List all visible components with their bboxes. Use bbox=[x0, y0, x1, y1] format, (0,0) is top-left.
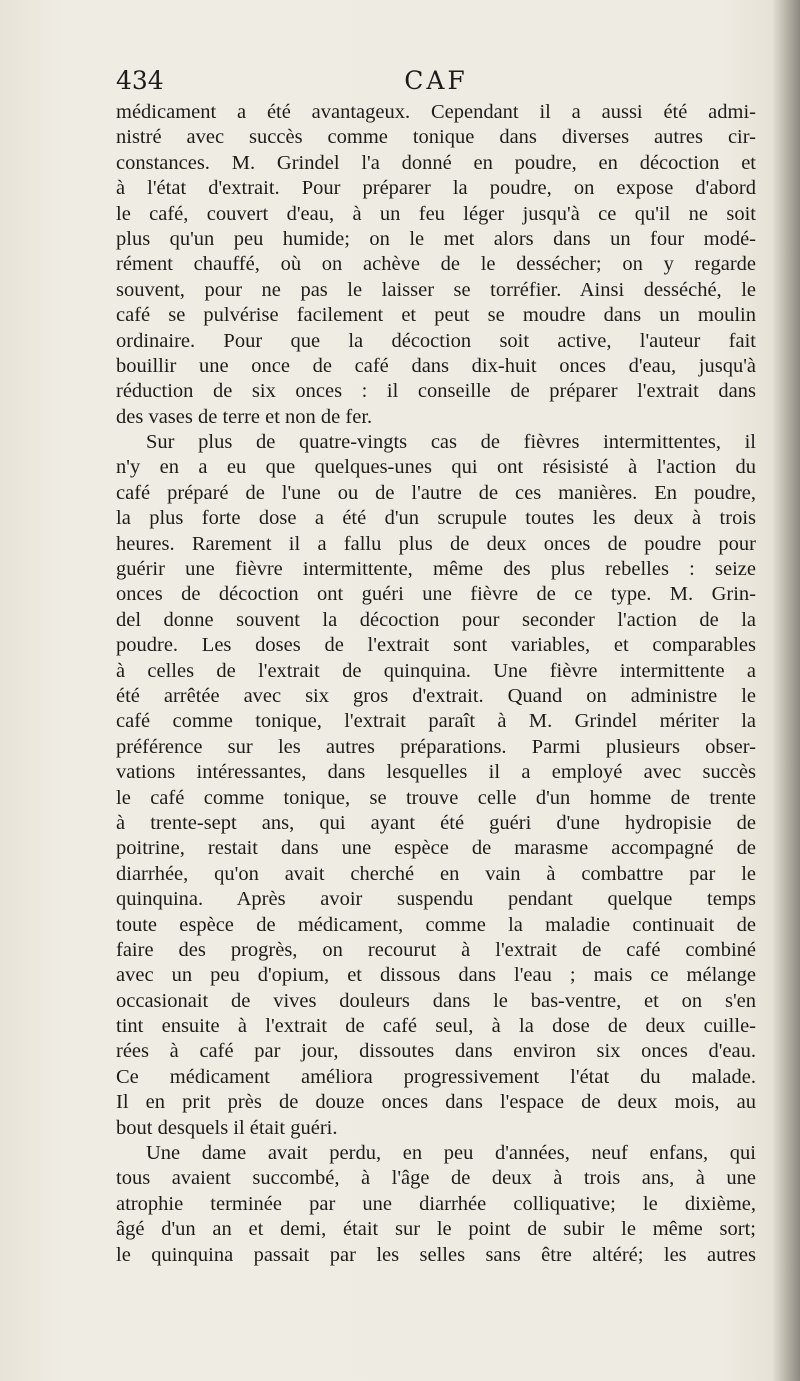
text-line: quinquina. Après avoir suspendu pendant quelque temps bbox=[116, 888, 756, 911]
body-text bbox=[116, 100, 756, 1268]
page-header bbox=[116, 66, 756, 96]
text-line: occasionait de vives douleurs dans le bas-ventre, et on s'en bbox=[116, 989, 756, 1012]
text-line: del donne souvent la décoction pour seconder l'action de la bbox=[116, 608, 756, 631]
text-line: à trente-sept ans, qui ayant été guéri d'une hydropisie de bbox=[116, 811, 756, 834]
text-line: Ce médicament améliora progressivement l'état du malade. bbox=[116, 1065, 756, 1088]
text-line: la plus forte dose a été d'un scrupule toutes les deux à trois bbox=[116, 507, 756, 530]
text-line: nistré avec succès comme tonique dans diverses autres cir- bbox=[116, 126, 756, 149]
text-line: à celles de l'extrait de quinquina. Une fièvre intermittente a bbox=[116, 659, 756, 682]
text-line: café se pulvérise facilement et peut se moudre dans un moulin bbox=[116, 304, 756, 327]
text-line: tint ensuite à l'extrait de café seul, à la dose de deux cuille- bbox=[116, 1015, 756, 1038]
text-line: des vases de terre et non de fer. bbox=[116, 405, 373, 428]
page-number: 434 bbox=[116, 66, 164, 95]
text-line: rées à café par jour, dissoutes dans environ six onces d'eau. bbox=[116, 1040, 756, 1063]
text-line: café préparé de l'une ou de l'autre de ces manières. En poudre, bbox=[116, 481, 756, 504]
text-line: été arrêtée avec six gros d'extrait. Quand on administre le bbox=[116, 684, 756, 707]
text-line: toute espèce de médicament, comme la maladie continuait de bbox=[116, 913, 756, 936]
text-line: tous avaient succombé, à l'âge de deux à trois ans, à une bbox=[116, 1167, 756, 1190]
text-line: faire des progrès, on recourut à l'extrait de café combiné bbox=[116, 938, 756, 961]
text-line: Sur plus de quatre-vingts cas de fièvres intermittentes, il bbox=[146, 431, 756, 454]
text-line: souvent, pour ne pas le laisser se torréfier. Ainsi desséché, le bbox=[116, 278, 756, 301]
text-line: constances. M. Grindel l'a donné en poudre, en décoction et bbox=[116, 151, 756, 174]
text-line: n'y en a eu que quelques-unes qui ont résisisté à l'action du bbox=[116, 456, 756, 479]
text-line: heures. Rarement il a fallu plus de deux onces de poudre pour bbox=[116, 532, 756, 555]
text-line: bouillir une once de café dans dix-huit onces d'eau, jusqu'à bbox=[116, 354, 756, 377]
text-line: poitrine, restait dans une espèce de marasme accompagné de bbox=[116, 837, 756, 860]
text-line: vations intéressantes, dans lesquelles il a employé avec succès bbox=[116, 761, 756, 784]
text-line: avec un peu d'opium, et dissous dans l'eau ; mais ce mélange bbox=[116, 964, 756, 987]
text-line: plus qu'un peu humide; on le met alors dans un four modé- bbox=[116, 227, 756, 250]
text-line: âgé d'un an et demi, était sur le point de subir le même sort; bbox=[116, 1218, 756, 1241]
text-line: le café comme tonique, se trouve celle d'un homme de trente bbox=[116, 786, 756, 809]
text-line: réduction de six onces : il conseille de préparer l'extrait dans bbox=[116, 380, 756, 403]
text-line: atrophie terminée par une diarrhée colliquative; le dixième, bbox=[116, 1192, 756, 1215]
text-line: poudre. Les doses de l'extrait sont variables, et comparables bbox=[116, 634, 756, 657]
text-line: le café, couvert d'eau, à un feu léger jusqu'à ce qu'il ne soit bbox=[116, 202, 756, 225]
text-line: le quinquina passait par les selles sans être altéré; les autres bbox=[116, 1243, 756, 1266]
text-line: médicament a été avantageux. Cependant il a aussi été admi- bbox=[116, 101, 756, 123]
text-line: guérir une fièvre intermittente, même des plus rebelles : seize bbox=[116, 558, 756, 581]
text-line: onces de décoction ont guéri une fièvre de ce type. M. Grin- bbox=[116, 583, 756, 606]
text-line: rément chauffé, où on achève de le dessécher; on y regarde bbox=[116, 253, 756, 276]
text-line: Une dame avait perdu, en peu d'années, neuf enfans, qui bbox=[146, 1142, 756, 1165]
text-line: préférence sur les autres préparations. Parmi plusieurs obser- bbox=[116, 735, 756, 758]
text-line: bout desquels il était guéri. bbox=[116, 1116, 338, 1139]
text-line: Il en prit près de douze onces dans l'espace de deux mois, au bbox=[116, 1091, 756, 1114]
running-head: CAF bbox=[404, 66, 468, 95]
text-line: ordinaire. Pour que la décoction soit active, l'auteur fait bbox=[116, 329, 756, 352]
text-line: diarrhée, qu'on avait cherché en vain à combattre par le bbox=[116, 862, 756, 885]
text-line: à l'état d'extrait. Pour préparer la poudre, on expose d'abord bbox=[116, 177, 756, 200]
text-line: café comme tonique, l'extrait paraît à M. Grindel mériter la bbox=[116, 710, 756, 733]
